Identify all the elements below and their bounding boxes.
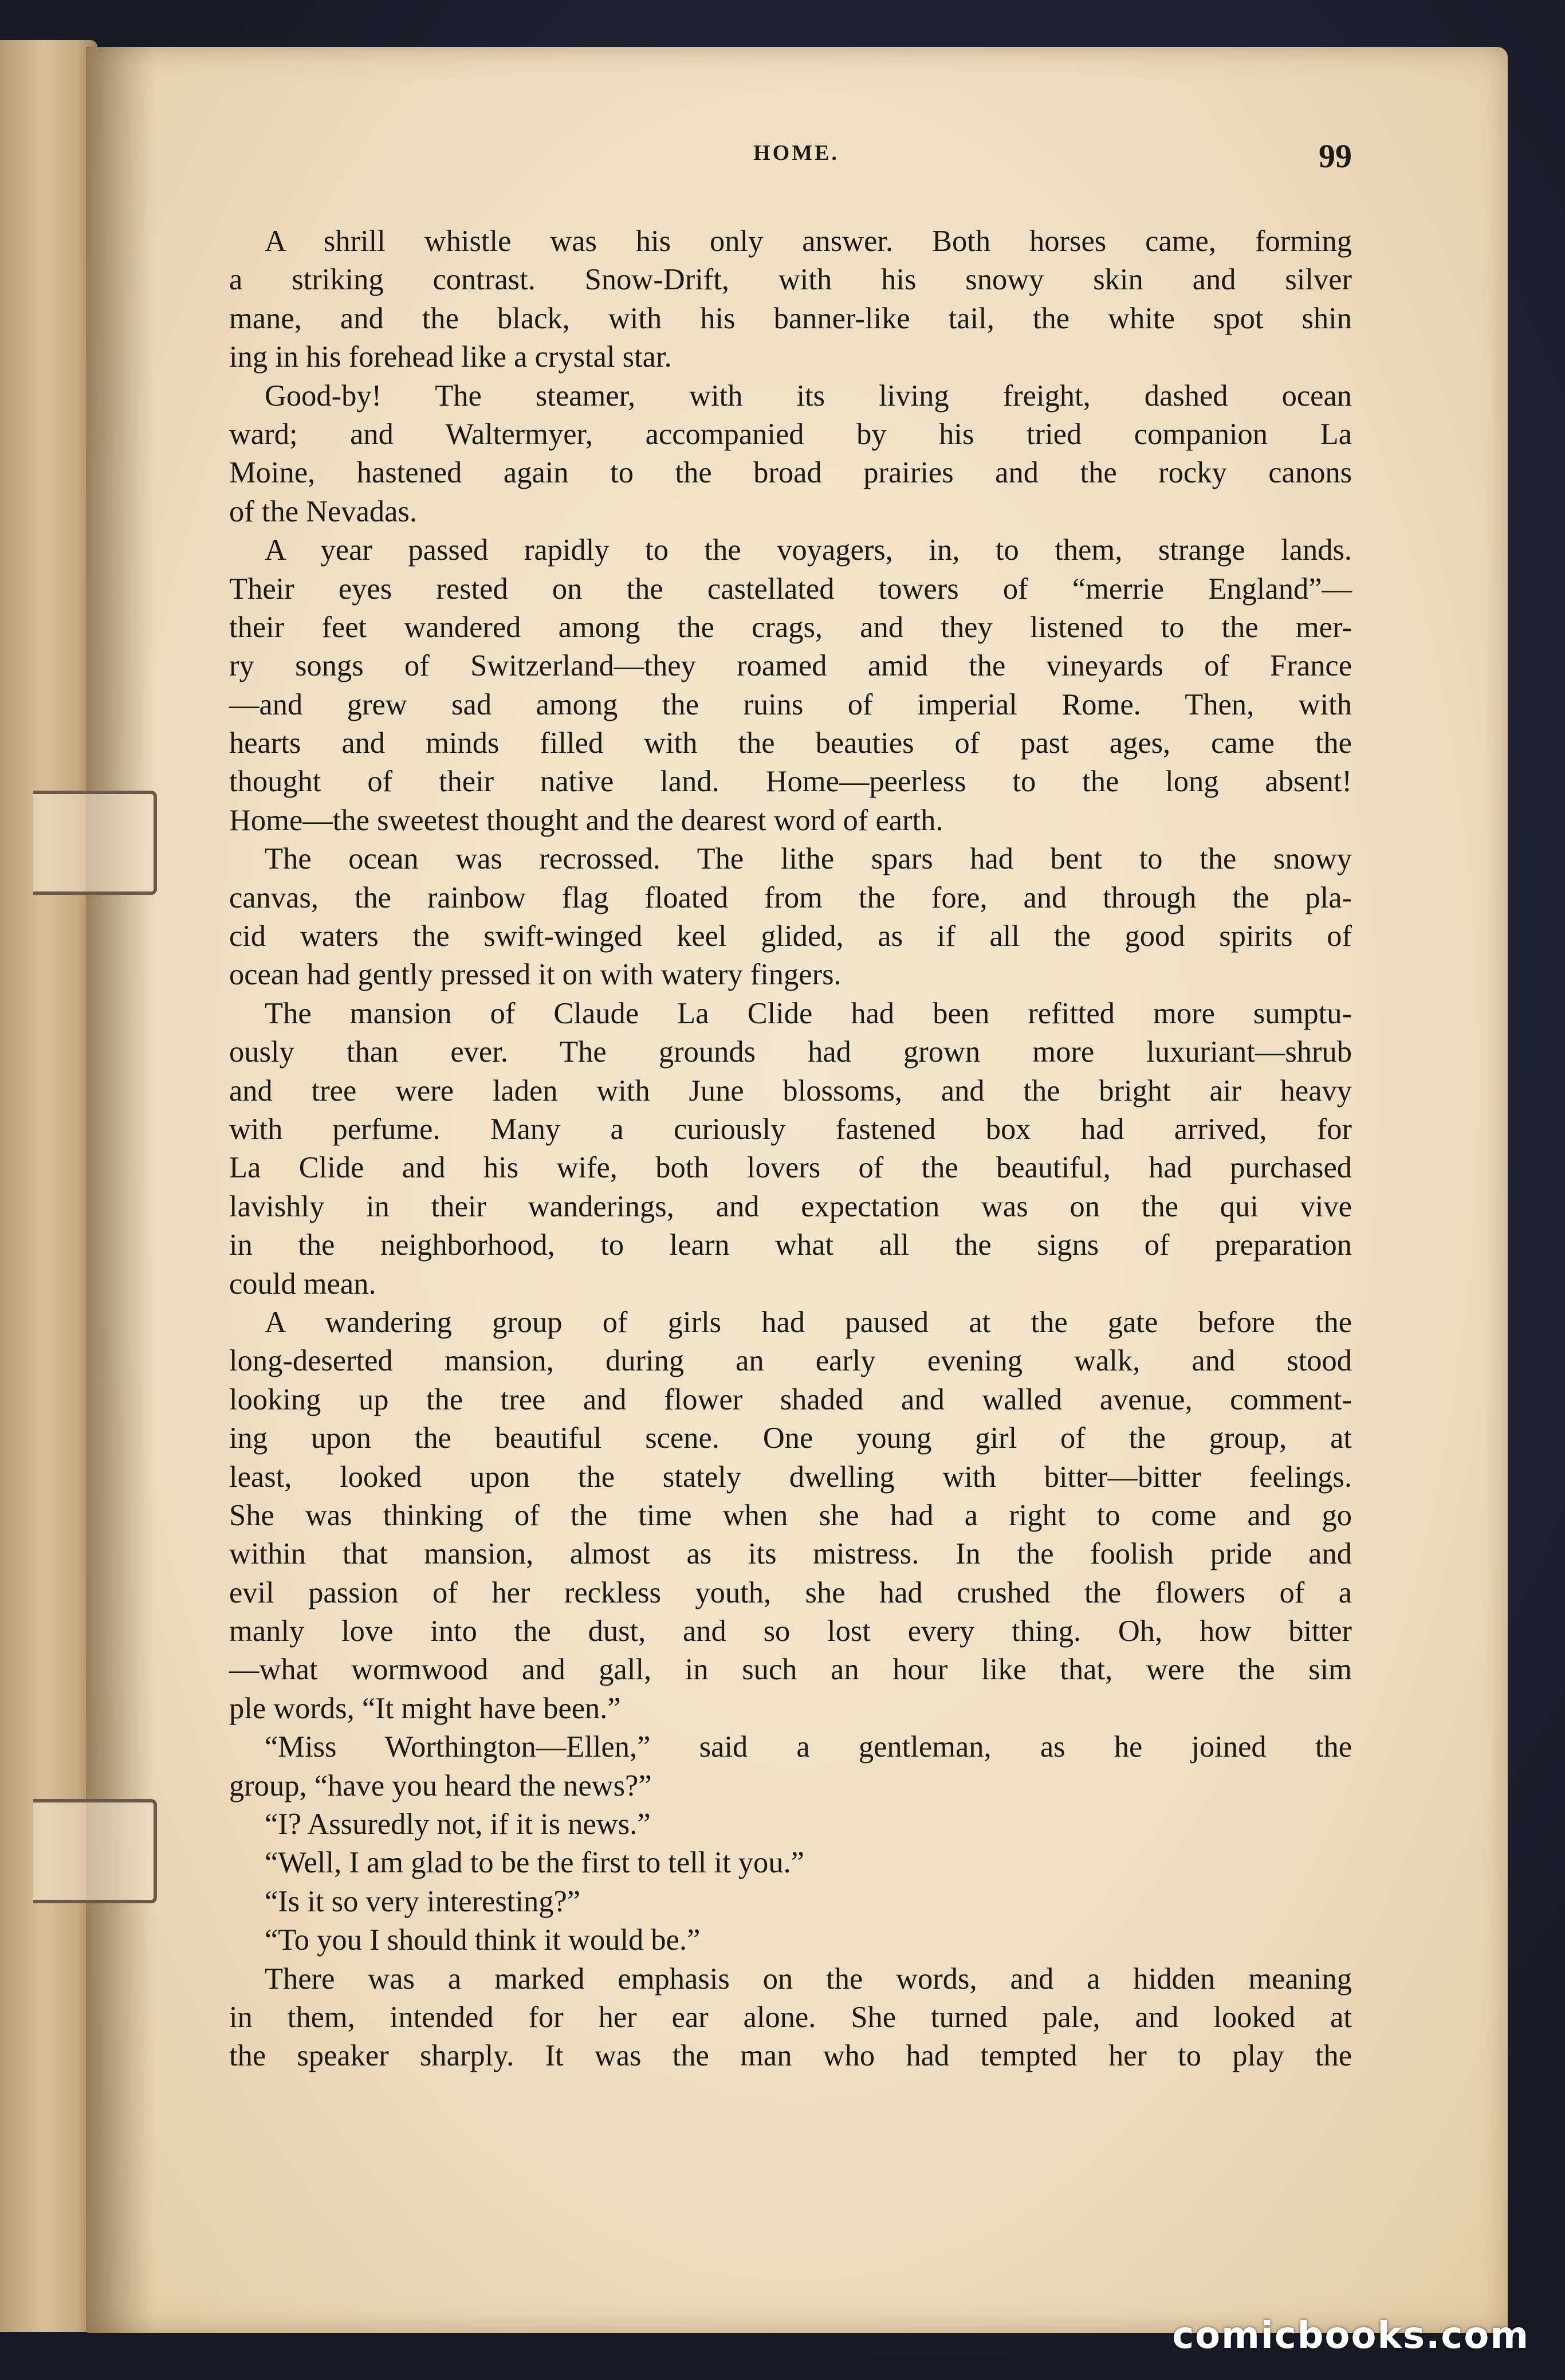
text-line: long-deserted mansion, during an early evening walk, and stood <box>229 1344 1352 1378</box>
text-line: ry songs of Switzerland—they roamed amid the vineyards of France <box>229 649 1352 683</box>
body-text <box>229 222 1352 2076</box>
text-line: and tree were laden with June blossoms, and the bright air heavy <box>229 1074 1352 1107</box>
text-line: A year passed rapidly to the voyagers, in, to them, strange lands. <box>265 533 1352 567</box>
watermark: comicbooks.com <box>1172 2315 1529 2357</box>
text-line: ing in his forehead like a crystal star. <box>229 340 672 374</box>
text-line: Their eyes rested on the castellated towers of “merrie England”— <box>229 572 1352 606</box>
text-line: “Is it so very interesting?” <box>265 1884 581 1918</box>
text-line: Good-by! The steamer, with its living freight, dashed ocean <box>265 379 1352 413</box>
text-line: “Miss Worthington—Ellen,” said a gentleman, as he joined the <box>265 1730 1352 1764</box>
text-line: —what wormwood and gall, in such an hour like that, were the sim <box>229 1653 1352 1687</box>
text-line: The mansion of Claude La Clide had been refitted more sumptu- <box>265 996 1352 1030</box>
text-line: ward; and Waltermyer, accompanied by his tried companion La <box>229 417 1352 451</box>
text-line: canvas, the rainbow flag floated from the fore, and through the pla- <box>229 881 1352 914</box>
text-line: The ocean was recrossed. The lithe spars had bent to the snowy <box>265 842 1352 876</box>
page-number: 99 <box>1319 138 1352 175</box>
text-line: evil passion of her reckless youth, she had crushed the flowers of a <box>229 1576 1352 1609</box>
text-line: looking up the tree and flower shaded and walled avenue, comment- <box>229 1383 1352 1416</box>
text-line: —and grew sad among the ruins of imperial Rome. Then, with <box>229 688 1352 721</box>
text-line: the speaker sharply. It was the man who had tempted her to play the <box>229 2039 1352 2073</box>
text-line: of the Nevadas. <box>229 494 417 528</box>
text-line: A shrill whistle was his only answer. Both horses came, forming <box>265 225 1352 258</box>
text-line: “I? Assuredly not, if it is news.” <box>265 1808 651 1841</box>
text-line: with perfume. Many a curiously fastened box had arrived, for <box>229 1112 1352 1146</box>
text-line: within that mansion, almost as its mistress. In the foolish pride and <box>229 1537 1352 1571</box>
text-line: Home—the sweetest thought and the dearest word of earth. <box>229 803 943 837</box>
text-line: A wandering group of girls had paused at the gate before the <box>265 1305 1352 1339</box>
text-line: hearts and minds filled with the beauties of past ages, came the <box>229 726 1352 760</box>
text-line: manly love into the dust, and so lost every thing. Oh, how bitter <box>229 1615 1352 1648</box>
text-line: “Well, I am glad to be the first to tell it you.” <box>265 1846 804 1880</box>
text-line: ple words, “It might have been.” <box>229 1691 621 1725</box>
binding-stitch <box>33 1799 157 1903</box>
text-line: could mean. <box>229 1267 376 1301</box>
gutter-shadow <box>86 47 155 2333</box>
previous-page-edge <box>0 40 97 2332</box>
text-line: group, “have you heard the news?” <box>229 1769 652 1802</box>
text-line: a striking contrast. Snow-Drift, with his snowy skin and silver <box>229 263 1352 297</box>
binding-stitch <box>33 791 157 895</box>
text-line: in them, intended for her ear alone. She turned pale, and looked at <box>229 2000 1352 2034</box>
page-header <box>241 140 1352 180</box>
text-line: There was a marked emphasis on the words, and a hidden meaning <box>265 1962 1352 1996</box>
text-line: lavishly in their wanderings, and expectation was on the qui vive <box>229 1189 1352 1223</box>
text-line: She was thinking of the time when she had a right to come and go <box>229 1498 1352 1532</box>
text-line: Moine, hastened again to the broad prairies and the rocky canons <box>229 456 1352 490</box>
text-line: La Clide and his wife, both lovers of the beautiful, had purchased <box>229 1151 1352 1185</box>
text-line: in the neighborhood, to learn what all the signs of preparation <box>229 1228 1352 1262</box>
text-line: their feet wandered among the crags, and they listened to the mer- <box>229 610 1352 644</box>
text-line: least, looked upon the stately dwelling with bitter—bitter feelings. <box>229 1460 1352 1494</box>
text-line: “To you I should think it would be.” <box>265 1923 701 1957</box>
text-line: thought of their native land. Home—peerless to the long absent! <box>229 765 1352 799</box>
text-line: mane, and the black, with his banner-like tail, the white spot shin <box>229 301 1352 335</box>
running-head: HOME. <box>753 141 839 165</box>
text-line: ing upon the beautiful scene. One young girl of the group, at <box>229 1421 1352 1455</box>
text-line: ously than ever. The grounds had grown more luxuriant—shrub <box>229 1035 1352 1069</box>
text-line: cid waters the swift-winged keel glided, as if all the good spirits of <box>229 920 1352 953</box>
text-line: ocean had gently pressed it on with watery fingers. <box>229 958 842 992</box>
